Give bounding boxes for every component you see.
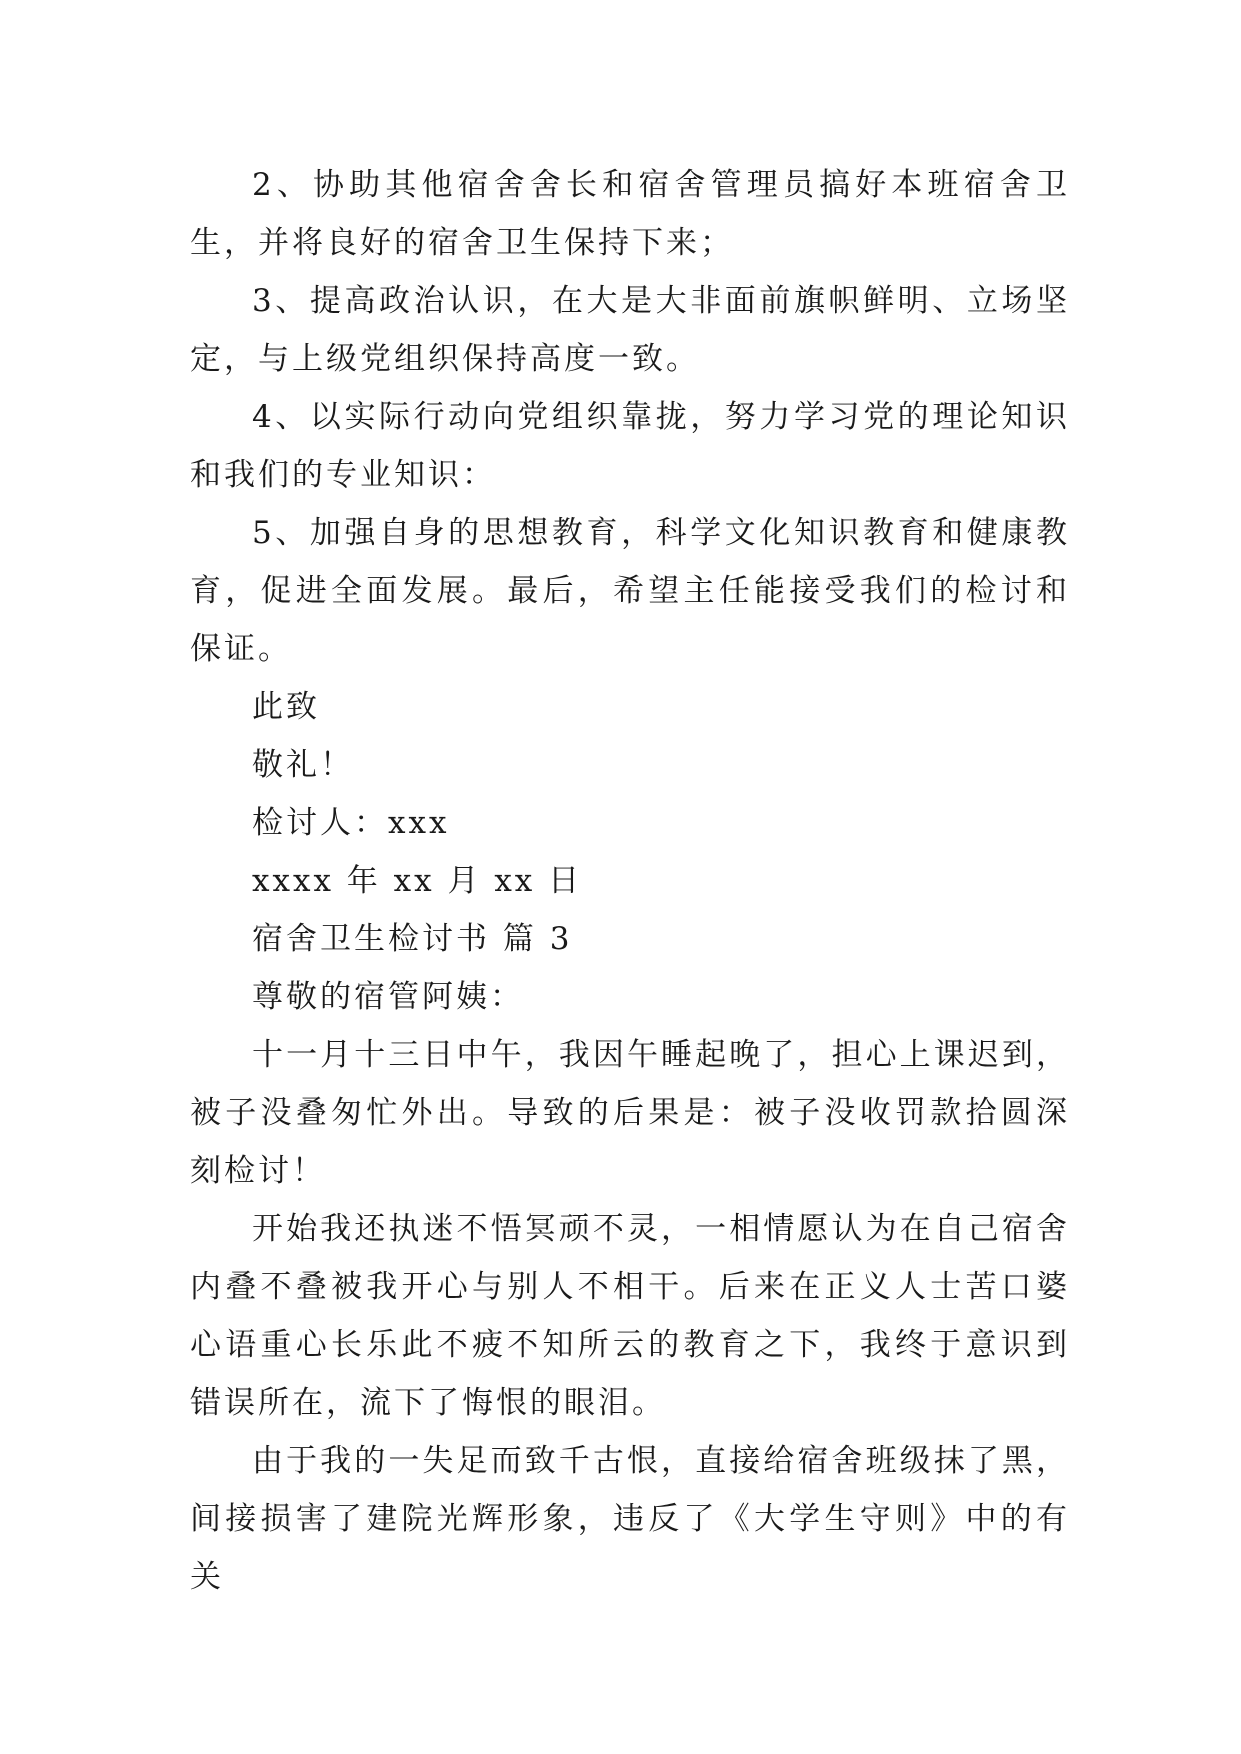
closing-line: 此致 bbox=[252, 689, 320, 725]
document-body bbox=[190, 156, 1070, 1606]
greeting-line: 尊敬的宿管阿姨： bbox=[252, 979, 524, 1015]
paragraph-item-3: 3、提高政治认识，在大是大非面前旗帜鲜明、立场坚定，与上级党组织保持高度一致。 bbox=[190, 283, 1070, 377]
paragraph-item-4: 4、以实际行动向党组织靠拢，努力学习党的理论知识和我们的专业知识： bbox=[190, 399, 1070, 493]
signer-line: 检讨人：xxx bbox=[252, 805, 450, 841]
salute-line: 敬礼！ bbox=[252, 747, 354, 783]
body-paragraph-1: 十一月十三日中午，我因午睡起晚了，担心上课迟到，被子没叠匆忙外出。导致的后果是：被子没收罚款拾圆深刻检讨！ bbox=[190, 1037, 1070, 1189]
section-title: 宿舍卫生检讨书 篇 3 bbox=[252, 921, 573, 957]
paragraph-item-2: 2、协助其他宿舍舍长和宿舍管理员搞好本班宿舍卫生，并将良好的宿舍卫生保持下来； bbox=[190, 167, 1070, 261]
paragraph-item-5: 5、加强自身的思想教育，科学文化知识教育和健康教育，促进全面发展。最后，希望主任能接受我们的检讨和保证。 bbox=[190, 515, 1070, 667]
body-paragraph-2: 开始我还执迷不悟冥顽不灵，一相情愿认为在自己宿舍内叠不叠被我开心与别人不相干。后来在正义人士苦口婆心语重心长乐此不疲不知所云的教育之下，我终于意识到错误所在，流下了悔恨的眼泪。 bbox=[190, 1211, 1070, 1421]
body-paragraph-3: 由于我的一失足而致千古恨，直接给宿舍班级抹了黑，间接损害了建院光辉形象，违反了《大学生守则》中的有关 bbox=[190, 1443, 1070, 1595]
date-line: xxxx 年 xx 月 xx 日 bbox=[252, 863, 583, 899]
